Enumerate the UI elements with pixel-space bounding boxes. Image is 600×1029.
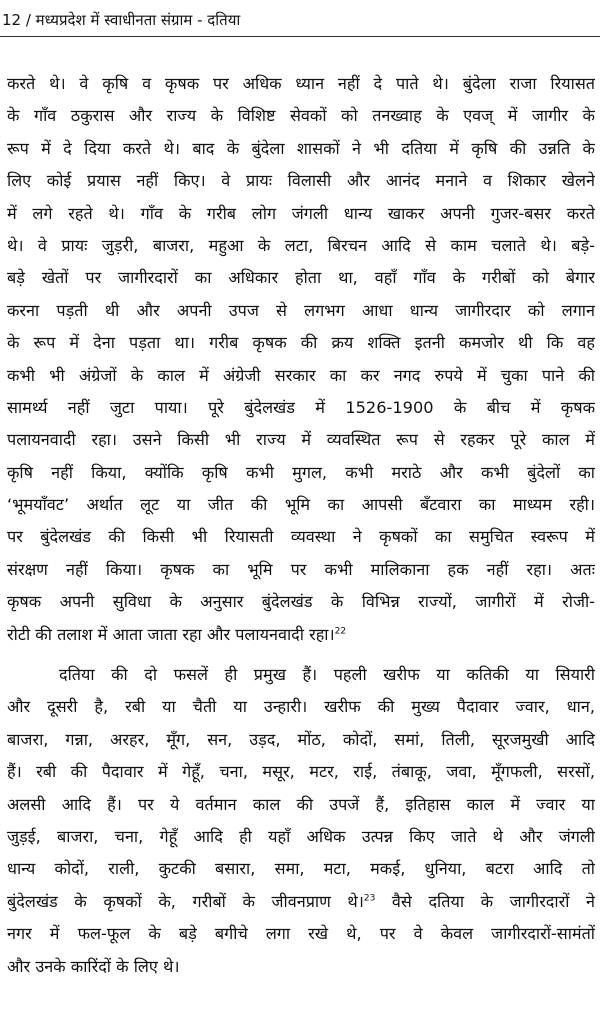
- text-line: बड़े खेतों पर जागीरदारों का अधिकार होता था, वहाँ गाँव के गरीबों को बेगार: [7, 268, 595, 288]
- text-line: कृषि नहीं किया, क्योंकि कृषि कभी मुगल, कभी मराठे और कभी बुंदेलों का: [7, 462, 595, 482]
- text-line-with-footnote: [7, 619, 595, 651]
- text-line: बाजरा, गन्ना, अरहर, मूँग, सन, उड़द, मोंठ, कोदों, समां, तिली, सूरजमुखी आदि: [7, 729, 595, 749]
- text-line-with-footnote: [7, 886, 595, 918]
- text-line: करते थे। वे कृषि व कृषक पर अधिक ध्यान नहीं दे पाते थे। बुंदेला राजा रियासत: [7, 74, 595, 93]
- text-line: हैं। रबी की पैदावार में गेहूँ, चना, मसूर, मटर, राई, तंबाकू, जवा, मूँगफली, सरसों,: [7, 762, 595, 782]
- text-line: और उनके कारिंदों के लिए थे।: [7, 956, 180, 976]
- body-text: [7, 68, 595, 983]
- text-line: के रूप में देना पड़ता था। गरीब कृषक की क्रय शक्ति इतनी कमजोर थी कि वह: [7, 333, 595, 353]
- text-line: ‘भूमयाँवट’ अर्थात लूट या जीत की भूमि का आपसी बँटवारा का माध्यम रही।: [7, 495, 595, 515]
- footnote-marker: 23: [363, 893, 376, 904]
- text-line: अलसी आदि हैं। पर ये वर्तमान काल की उपजें हैं, इतिहास काल में ज्वार या: [7, 794, 595, 814]
- text-line: कृषक अपनी सुविधा के अनुसार बुंदेलखंड के विभिन्न राज्यों, जागीरों में रोजी-: [7, 592, 595, 612]
- header-rule: [0, 36, 600, 37]
- text-line: पलायनवादी रहा। उसने किसी भी राज्य में व्यवस्थित रूप से रहकर पूरे काल में: [7, 430, 595, 450]
- text-line: धान्य कोदों, राली, कुटकी बसारा, समा, मटा, मकई, धुनिया, बटरा आदि तो: [7, 859, 595, 879]
- text-line: कभी भी अंग्रेजों के काल में अंग्रेजी सरकार का कर नगद रुपये में चुका पाने की: [7, 365, 595, 385]
- text-fragment: रोटी की तलाश में आता जाता रहा और पलायनवादी रहा।: [7, 624, 335, 644]
- text-line: के गाँव ठकुरास और राज्य के विशिष्ट सेवकों को तनख्वाह के एवज् में जागीर के: [7, 106, 595, 126]
- text-fragment: बुंदेलखंड के कृषकों के, गरीबों के जीवनप्राण थे।: [7, 891, 364, 911]
- footnote-marker: 22: [334, 626, 347, 637]
- text-line: संरक्षण नहीं किया। कृषक का भूमि पर कभी मालिकाना हक नहीं रहा। अतः: [7, 559, 595, 579]
- text-line: पर बुंदेलखंड की किसी भी रियासती व्यवस्था ने कृषकों का समुचित स्वरूप में: [7, 527, 595, 547]
- text-line: जुड़ई, बाजरा, चना, गेहूँ आदि ही यहाँ अधिक उत्पन्न किए जाते थे और जंगली: [7, 826, 595, 846]
- text-line: थे। वे प्रायः जुड़री, बाजरा, महुआ के लटा, बिरचन आदि से काम चलाते थे। बड़े-: [7, 235, 595, 255]
- text-line: लिए कोई प्रयास नहीं किए। वे प्रायः विलासी और आनंद मनाने व शिकार खेलने: [7, 171, 595, 191]
- paragraph-gap: [7, 651, 595, 659]
- text-line: करना पड़ती थी और अपनी उपज से लगभग आधा धान्य जागीरदार को लगान: [7, 300, 595, 320]
- text-line: नगर में फल-फूल के बड़े बगीचे लगा रखे थे, पर वे केवल जागीरदारों-सामंतों: [7, 924, 595, 944]
- text-fragment: वैसे दतिया के जागीरदारों ने: [375, 891, 595, 911]
- text-line: रूप में दे दिया करते थे। बाद के बुंदेला शासकों ने भी दतिया में कृषि की उन्नति के: [7, 138, 595, 158]
- running-head: 12 / मध्यप्रदेश में स्वाधीनता संग्राम - दतिया: [2, 11, 241, 29]
- text-line: और दूसरी है, रबी या चैती या उन्हारी। खरीफ की मुख्य पैदावार ज्वार, धान,: [7, 697, 595, 717]
- text-line-indented: दतिया की दो फसलें ही प्रमुख हैं। पहली खरीफ या कतिकी या सियारी: [59, 665, 595, 685]
- text-line: सामर्थ्य नहीं जुटा पाया। पूरे बुंदेलखंड में 1526-1900 के बीच में कृषक: [7, 397, 595, 417]
- text-line: में लगे रहते थे। गाँव के गरीब लोग जंगली धान्य खाकर अपनी गुजर-बसर करते: [7, 203, 595, 223]
